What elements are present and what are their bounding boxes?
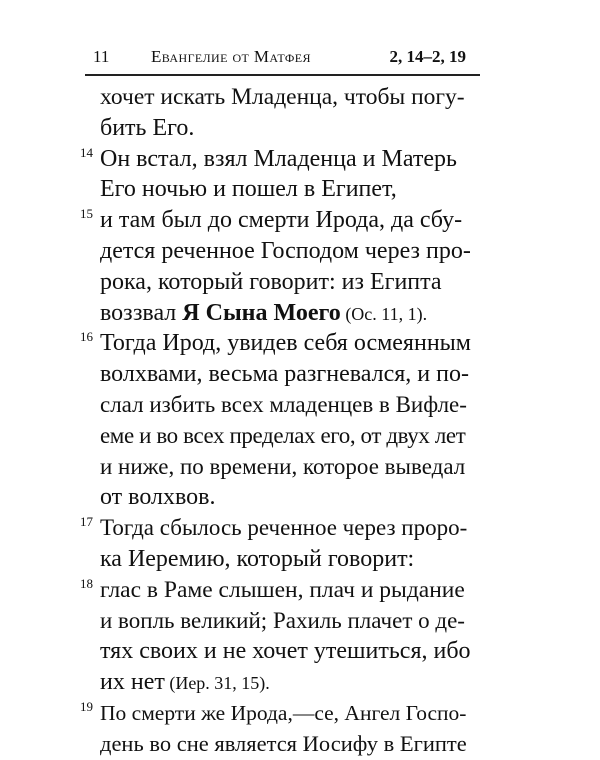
text-line: еме и во всех пределах его, от двух лет [100,422,466,448]
text-line: слал избить всех младенцев в Вифле- [100,391,467,417]
text-line: от волхвов. [100,484,216,511]
text-line [80,667,470,698]
text-line: хочет искать Младенца, чтобы погу- [100,84,465,110]
verse-number: 17 [80,514,93,530]
verse-line [80,144,470,175]
verse-text: Он встал, взял Младенца и Матерь [100,145,457,172]
header-rule [85,74,480,76]
verse-line [80,513,470,544]
text-run: воззвал [100,299,183,326]
verse-line [80,205,470,236]
page-number: 11 [93,47,110,66]
verse-text: Тогда сбылось реченное через проро- [100,515,468,541]
running-head [85,42,480,72]
scripture-text [80,82,470,760]
verse-number: 14 [80,144,93,160]
text-line: тях своих и не хочет утешиться, ибо [100,638,471,665]
verse-line [80,698,470,729]
verse-line [80,328,470,359]
text-line: и вопль великий; Рахиль плачет о де- [100,607,465,633]
verse-text: По смерти же Ирода,—се, Ангел Госпо- [100,700,467,725]
verse-text: глас в Раме слышен, плач и рыдание [100,576,465,603]
verse-text: Тогда Ирод, увидев себя осмеянным [100,330,471,357]
quoted-phrase: Я Сына Моего [182,299,341,326]
verse-line [80,575,470,606]
book-title: Евангелие от Матфея [151,47,311,66]
text-line [80,298,470,329]
cross-reference: (Ос. 11, 1). [340,303,428,324]
chapter-verse-range: 2, 14–2, 19 [389,47,466,66]
verse-number: 16 [80,329,93,345]
verse-number: 19 [80,698,93,714]
text-line: рока, который говорит: из Египта [100,268,442,295]
text-line: дется реченное Господом через про- [100,237,471,264]
text-line: день во сне является Иосифу в Египте [100,730,467,756]
verse-number: 15 [80,206,93,222]
cross-reference: (Иер. 31, 15). [164,673,270,694]
text-line: бить Его. [100,114,195,141]
text-line: Его ночью и пошел в Египет, [100,176,397,203]
text-line: и ниже, по времени, которое выведал [100,453,466,479]
text-line: ка Иеремию, который говорит: [100,545,415,572]
verse-text: и там был до смерти Ирода, да сбу- [100,207,463,234]
text-run: их нет [100,669,165,696]
verse-number: 18 [80,575,93,591]
text-line: волхвами, весьма разгневался, и по- [100,361,469,388]
